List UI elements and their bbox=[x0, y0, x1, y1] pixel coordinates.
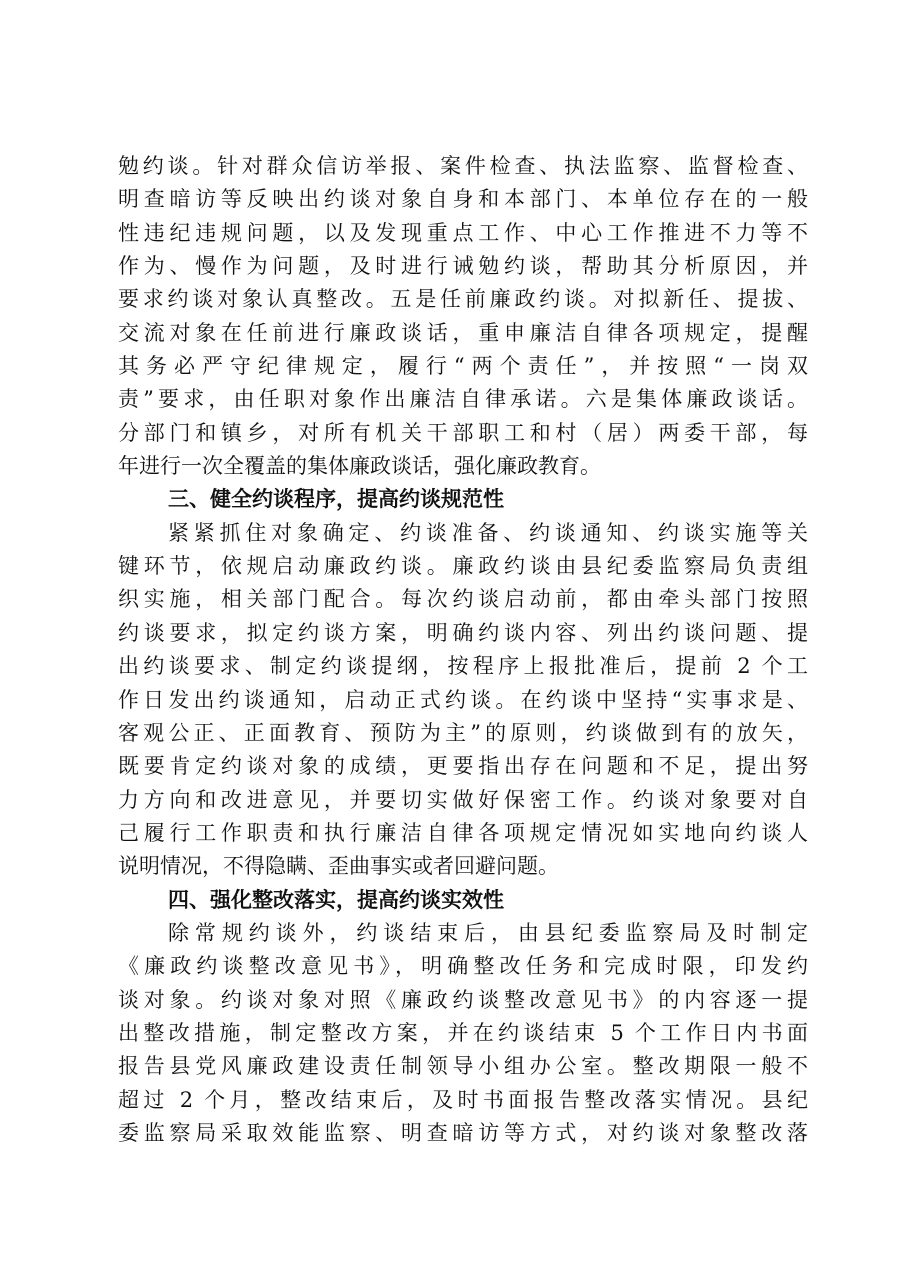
document-body bbox=[118, 150, 808, 1150]
paragraph-line: 作为、慢作为问题，及时进行诫勉约谈，帮助其分析原因，并 bbox=[118, 254, 808, 279]
paragraph-line: 谈对象。约谈对象对照《廉政约谈整改意见书》的内容逐一提 bbox=[118, 987, 808, 1012]
paragraph-line: 交流对象在任前进行廉政谈话，重申廉洁自律各项规定，提醒 bbox=[118, 320, 808, 345]
paragraph-first-line: 紧紧抓住对象确定、约谈准备、约谈通知、约谈实施等关 bbox=[168, 520, 808, 545]
paragraph-line: 委监察局采取效能监察、明查暗访等方式，对约谈对象整改落 bbox=[118, 1120, 808, 1145]
paragraph-line: 键环节，依规启动廉政约谈。廉政约谈由县纪委监察局负责组 bbox=[118, 554, 808, 579]
section-heading: 四、强化整改落实，提高约谈实效性 bbox=[168, 887, 504, 912]
paragraph-line: 力方向和改进意见，并要切实做好保密工作。约谈对象要对自 bbox=[118, 787, 808, 812]
paragraph-last-line: 说明情况，不得隐瞒、歪曲事实或者回避问题。 bbox=[118, 854, 559, 879]
paragraph-line: 分部门和镇乡，对所有机关干部职工和村（居）两委干部，每 bbox=[118, 420, 808, 445]
paragraph-line: 约谈要求，拟定约谈方案，明确约谈内容、列出约谈问题、提 bbox=[118, 620, 808, 645]
paragraph-line: 出整改措施，制定整改方案，并在约谈结束 5 个工作日内书面 bbox=[118, 1020, 808, 1045]
paragraph-last-line: 年进行一次全覆盖的集体廉政谈话，强化廉政教育。 bbox=[118, 454, 601, 479]
paragraph-line: 己履行工作职责和执行廉洁自律各项规定情况如实地向约谈人 bbox=[118, 820, 808, 845]
paragraph-line: 出约谈要求、制定约谈提纲，按程序上报批准后，提前 2 个工 bbox=[118, 654, 808, 679]
paragraph-line: 作日发出约谈通知，启动正式约谈。在约谈中坚持“实事求是、 bbox=[118, 687, 808, 712]
paragraph-line: 明查暗访等反映出约谈对象自身和本部门、本单位存在的一般 bbox=[118, 187, 808, 212]
paragraph-line: 报告县党风廉政建设责任制领导小组办公室。整改期限一般不 bbox=[118, 1054, 808, 1079]
paragraph-line: 客观公正、正面教育、预防为主”的原则，约谈做到有的放矢， bbox=[118, 720, 808, 745]
paragraph-line: 超过 2 个月，整改结束后，及时书面报告整改落实情况。县纪 bbox=[118, 1087, 808, 1112]
paragraph-line: 要求约谈对象认真整改。五是任前廉政约谈。对拟新任、提拔、 bbox=[118, 287, 808, 312]
paragraph-line: 既要肯定约谈对象的成绩，更要指出存在问题和不足，提出努 bbox=[118, 754, 808, 779]
paragraph-line: 《廉政约谈整改意见书》，明确整改任务和完成时限，印发约 bbox=[118, 954, 808, 979]
section-heading: 三、健全约谈程序，提高约谈规范性 bbox=[168, 487, 504, 512]
paragraph-line: 织实施，相关部门配合。每次约谈启动前，都由牵头部门按照 bbox=[118, 587, 808, 612]
paragraph-line: 性违纪违规问题，以及发现重点工作、中心工作推进不力等不 bbox=[118, 220, 808, 245]
paragraph-line: 勉约谈。针对群众信访举报、案件检查、执法监察、监督检查、 bbox=[118, 154, 808, 178]
paragraph-first-line: 除常规约谈外，约谈结束后，由县纪委监察局及时制定 bbox=[168, 920, 808, 945]
paragraph-line: 责”要求，由任职对象作出廉洁自律承诺。六是集体廉政谈话。 bbox=[118, 387, 808, 412]
paragraph-line: 其务必严守纪律规定，履行“两个责任”，并按照“一岗双 bbox=[118, 354, 808, 379]
